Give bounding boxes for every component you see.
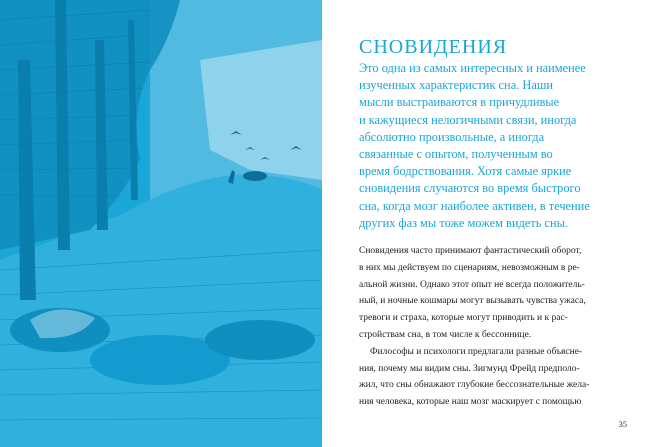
forest-illustration [0,0,322,447]
body-line: в них мы действуем по сценариям, невозможным в ре- [359,262,580,273]
page-number: 35 [618,419,627,429]
lead-line: связанные с опытом, полученным во [359,147,553,162]
body-line: ния, почему мы видим сны. Зигмунд Фрейд предполо- [359,363,580,374]
body-line: ния человека, которые наш мозг маскирует с помощью [359,397,582,408]
lead-line: сна, когда мозг наиболее активен, в течение [359,198,590,213]
body-line: тревоги и страха, которые могут приводить и к рас- [359,313,568,324]
lead-line: сновидения случаются во время быстрого [359,181,581,196]
text-page [322,0,645,447]
body-line: стройствам сна, в том числе к бессоннице. [359,329,532,340]
lead-line: других фаз мы тоже можем видеть сны. [359,215,569,230]
body-line: Сновидения часто принимают фантастический оборот, [359,246,582,256]
body-line: альной жизни. Однако этот опыт не всегда положитель- [359,279,585,290]
lead-paragraph [359,60,629,232]
page-heading: СНОВИДЕНИЯ [359,36,508,58]
lead-line: абсолютно произвольные, а иногда [359,129,545,144]
lead-line: мысли выстраиваются в причудливые [359,95,560,110]
lead-line: и кажущиеся нелогичными связи, иногда [359,112,577,127]
body-line: Философы и психологи предлагали разные объясне- [370,346,583,357]
lead-line: изученных характеристик сна. Наши [359,78,554,93]
body-line: жил, что сны обнажают глубокие бессознательные жела- [359,380,590,391]
lead-line: Это одна из самых интересных и наименее [359,61,586,75]
body-line: ный, и ночные кошмары могут вызывать чувства ужаса, [359,296,586,307]
body-text [359,243,631,411]
engraving-forest-scene-icon [0,0,322,447]
lead-line: время бодрствования. Хотя самые яркие [359,164,572,179]
